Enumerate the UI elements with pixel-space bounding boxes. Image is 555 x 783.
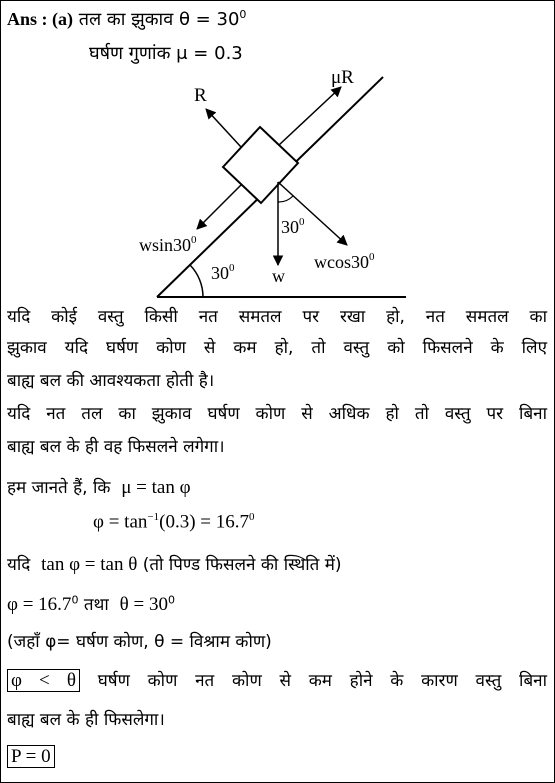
- para1-line3: बाह्य बल की आवश्यकता होती है।: [7, 371, 215, 391]
- incline-angle-sup: 0: [239, 8, 247, 21]
- mu-tan-phi: μ = tan φ: [121, 477, 191, 498]
- known-prefix: हम जानते हैं, कि: [7, 478, 111, 498]
- para2-line1: यदि नत तल का झुकाव घर्षण कोण से अधिक हो तो वस्तु पर बिना: [7, 404, 547, 424]
- phi-eq-sup2: 0: [249, 511, 255, 523]
- label-mur: μR: [331, 67, 354, 88]
- para2-line2: बाह्य बल के ही वह फिसलने लगेगा।: [7, 437, 225, 457]
- known-relation: [7, 475, 191, 499]
- label-w: w: [272, 266, 285, 286]
- conclusion-line2: बाह्य बल के ही फिसलेगा।: [7, 710, 165, 730]
- if-suffix: (तो पिण्ड फिसलने की स्थिति में): [142, 555, 342, 575]
- label-angle-base: $30^0$: [211, 262, 235, 283]
- theta-value-sup: 0: [167, 593, 175, 607]
- phi-value: φ = 16.7: [7, 594, 72, 615]
- phi-value-sup: 0: [71, 593, 79, 607]
- incline-angle-text: तल का झुकाव θ = 30: [78, 9, 240, 30]
- friction-force-arrow: [279, 87, 341, 145]
- answer-label: Ans : (a): [7, 9, 73, 29]
- phi-eq-sup: −1: [147, 511, 160, 523]
- theta-value: θ = 30: [119, 594, 168, 615]
- label-wsin: $wsin30^0$: [139, 234, 197, 255]
- para1-line1: यदि कोई वस्तु किसी नत समतल पर रखा हो, नत समतल का: [7, 307, 547, 327]
- if-condition: [7, 552, 342, 576]
- boxed-p-zero: P = 0: [7, 745, 55, 768]
- phi-eq-mid: (0.3) = 16.7: [159, 511, 249, 533]
- normal-force-arrow: [206, 109, 241, 147]
- if-math: tan φ = tan θ: [41, 554, 138, 575]
- conclusion-text: घर्षण कोण नत कोण से कम होने के कारण वस्तु बिना: [97, 671, 547, 691]
- label-wcos: $wcos30^0$: [314, 251, 375, 272]
- boxed-inequality: φ < θ: [7, 669, 80, 692]
- angle-values: [7, 592, 175, 616]
- boxed-p-line: [7, 746, 55, 768]
- if-prefix: यदि: [7, 555, 31, 575]
- conclusion-line1: [7, 668, 547, 692]
- incline-diagram: [1, 1, 555, 301]
- top-angle-arc: [278, 196, 293, 202]
- tatha-text: तथा: [83, 595, 109, 615]
- friction-coefficient-text: घर्षण गुणांक μ = 0.3: [89, 43, 243, 64]
- para1-line2: झुकाव यदि घर्षण कोण से कम हो, तो वस्तु को फिसलने के लिए: [7, 338, 547, 358]
- label-r: R: [194, 85, 207, 106]
- phi-eq-left: φ = tan: [93, 511, 148, 533]
- phi-equation: [93, 511, 255, 533]
- label-angle-top: $30^0$: [281, 216, 305, 237]
- base-angle-arc: [190, 265, 203, 297]
- where-definitions: (जहाँ φ= घर्षण कोण, θ = विश्राम कोण): [7, 632, 272, 652]
